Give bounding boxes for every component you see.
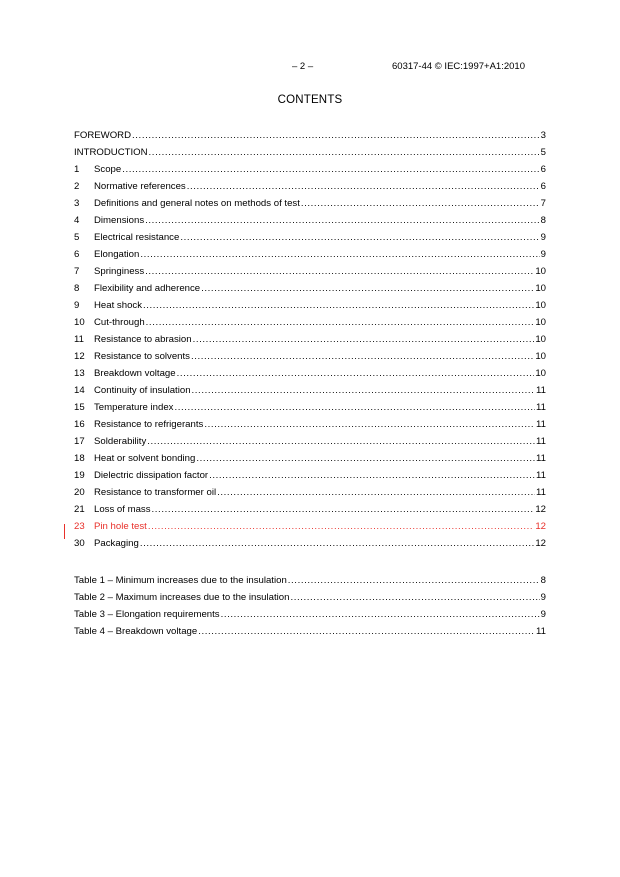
toc-entry-number: 2 [74,181,80,192]
toc-entry-label: Scope [94,164,122,175]
table-entry-2[interactable] [74,589,546,606]
toc-entry-page: 5 [540,147,546,158]
toc-entry-number: 15 [74,402,85,413]
toc-entry-page: 9 [540,232,546,243]
toc-entry-page: 10 [535,300,546,311]
toc-entry-page: 7 [540,198,546,209]
toc-entry-page: 8 [540,215,546,226]
toc-entry-30[interactable] [74,535,546,552]
toc-entry-page: 10 [535,266,546,277]
toc-entry-5[interactable] [74,229,546,246]
toc-entry-label: Breakdown voltage [94,368,176,379]
toc-entry-20[interactable] [74,484,546,501]
toc-entry-page: 11 [536,419,546,430]
toc-entry-label: Heat or solvent bonding [94,453,196,464]
toc-entry-page: 9 [540,249,546,260]
amendment-change-bar [64,524,65,539]
toc-entry-number: 9 [74,300,80,311]
toc-entry-15[interactable] [74,399,546,416]
toc-entry-number: 1 [74,164,80,175]
toc-entry-3[interactable] [74,195,546,212]
toc-entry-number: 6 [74,249,80,260]
toc-entry-page: 11 [536,385,546,396]
toc-entry-page: 12 [535,538,546,549]
table-entry-label: Table 3 – Elongation requirements [74,609,220,620]
toc-entry-number: 20 [74,487,85,498]
toc-entry-label: Resistance to solvents [94,351,190,362]
table-entry-page: 9 [540,609,546,620]
toc-entry-page: 10 [535,334,546,345]
toc-entry-label: Continuity of insulation [94,385,191,396]
toc-entry-19[interactable] [74,467,546,484]
toc-entry-18[interactable] [74,450,546,467]
toc-entry-number: 18 [74,453,85,464]
toc-entry-number: 12 [74,351,85,362]
toc-entry-21[interactable] [74,501,546,518]
toc-entry-page: 3 [540,130,546,141]
table-entry-page: 9 [540,592,546,603]
document-reference: 60317-44 © IEC:1997+A1:2010 [392,61,525,72]
toc-entry-page: 6 [540,164,546,175]
table-entry-label: Table 2 – Maximum increases due to the insulation [74,592,290,603]
toc-entry-label: INTRODUCTION [74,147,148,158]
toc-entry-number: 7 [74,266,80,277]
toc-entry-page: 11 [536,470,546,481]
toc-entry-label: Elongation [94,249,140,260]
table-entry-label: Table 4 – Breakdown voltage [74,626,198,637]
table-entry-3[interactable] [74,606,546,623]
toc-entry-1[interactable] [74,161,546,178]
page-number: – 2 – [292,61,314,72]
toc-entry-label: Normative references [94,181,186,192]
toc-entry-label: Resistance to refrigerants [94,419,204,430]
toc-entry-label: Packaging [94,538,139,549]
toc-entry-label: Temperature index [94,402,174,413]
toc-entry-number: 4 [74,215,80,226]
toc-entry-page: 10 [535,351,546,362]
toc-entry-4[interactable] [74,212,546,229]
toc-entry-label: FOREWORD [74,130,132,141]
toc-entry-number: 13 [74,368,85,379]
toc-entry-17[interactable] [74,433,546,450]
toc-entry-label: Resistance to abrasion [94,334,192,345]
toc-entry-16[interactable] [74,416,546,433]
toc-entry-label: Cut-through [94,317,145,328]
list-of-tables [74,572,546,640]
toc-entry-number: 23 [74,521,85,532]
toc-entry-label: Loss of mass [94,504,151,515]
toc-entry-label: Definitions and general notes on methods of test [94,198,300,209]
table-entry-1[interactable] [74,572,546,589]
toc-entry-8[interactable] [74,280,546,297]
toc-entry-2[interactable] [74,178,546,195]
table-entry-page: 8 [540,575,546,586]
toc-entry-number: 30 [74,538,85,549]
toc-entry-number: 3 [74,198,80,209]
toc-entry-page: 12 [535,504,546,515]
toc-entry-number: 21 [74,504,85,515]
toc-entry-page: 10 [535,283,546,294]
toc-entry-label: Solderability [94,436,147,447]
toc-entry-label: Electrical resistance [94,232,180,243]
toc-entry-label: Dimensions [94,215,145,226]
toc-entry-label: Springiness [94,266,145,277]
toc-entry-page: 11 [536,402,546,413]
toc-entry-label: Heat shock [94,300,142,311]
toc-entry-label: Dielectric dissipation factor [94,470,209,481]
page-title: CONTENTS [277,94,343,106]
toc-entry-label: Resistance to transformer oil [94,487,217,498]
toc-entry-page: 11 [536,487,546,498]
toc-entry-12[interactable] [74,348,546,365]
toc-entry-number: 17 [74,436,85,447]
toc-entry-number: 19 [74,470,85,481]
toc-entry-page: 11 [536,436,546,447]
table-of-contents [74,127,546,552]
table-entry-page: 11 [536,626,546,637]
toc-entry-11[interactable] [74,331,546,348]
toc-entry-introduction[interactable] [74,144,546,161]
toc-entry-number: 8 [74,283,80,294]
toc-entry-page: 12 [535,521,546,532]
toc-entry-9[interactable] [74,297,546,314]
toc-entry-label: Pin hole test [94,521,147,532]
table-entry-4[interactable] [74,623,546,640]
toc-entry-foreword[interactable] [74,127,546,144]
toc-entry-14[interactable] [74,382,546,399]
toc-entry-number: 11 [74,334,84,345]
table-entry-label: Table 1 – Minimum increases due to the insulation [74,575,287,586]
toc-entry-number: 10 [74,317,85,328]
toc-entry-number: 5 [74,232,80,243]
toc-entry-7[interactable] [74,263,546,280]
toc-entry-page: 10 [535,317,546,328]
toc-entry-page: 10 [535,368,546,379]
toc-entry-13[interactable] [74,365,546,382]
toc-entry-page: 11 [536,453,546,464]
toc-entry-number: 14 [74,385,85,396]
toc-entry-23-amended[interactable] [74,518,546,535]
toc-entry-label: Flexibility and adherence [94,283,201,294]
toc-entry-6[interactable] [74,246,546,263]
toc-entry-10[interactable] [74,314,546,331]
toc-entry-page: 6 [540,181,546,192]
toc-entry-number: 16 [74,419,85,430]
